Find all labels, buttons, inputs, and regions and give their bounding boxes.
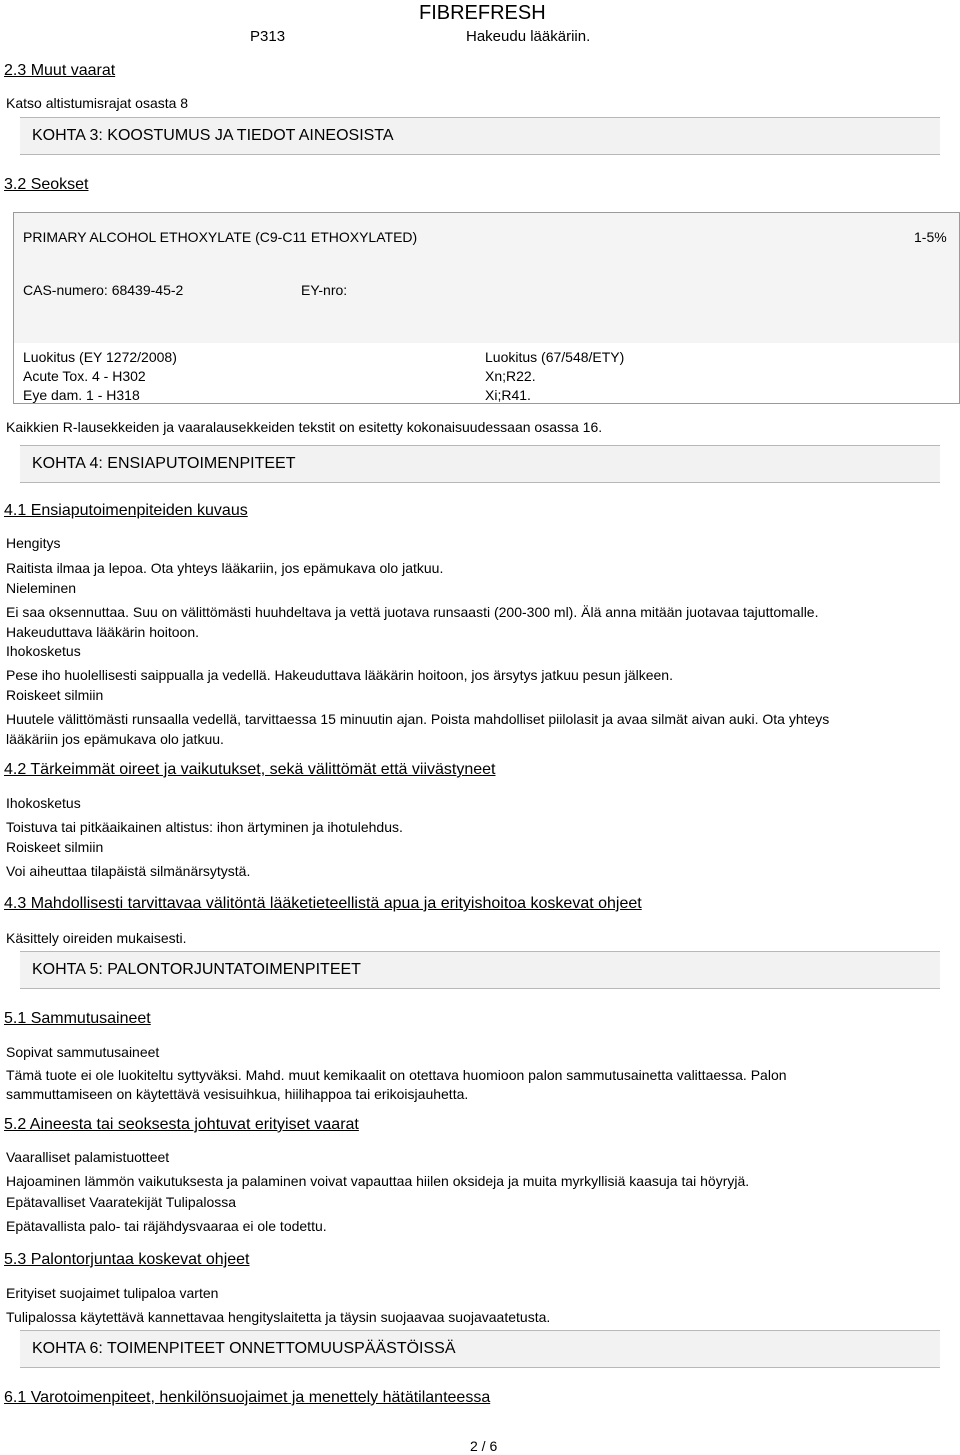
- dsd-classification-2: Xi;R41.: [485, 387, 531, 403]
- 4-2-ihokosketus-heading: Ihokosketus: [6, 795, 81, 811]
- section-2-3-text: Katso altistumisrajat osasta 8: [6, 95, 189, 111]
- substance-box: [13, 212, 960, 404]
- section-5-2-title: 5.2 Aineesta tai seoksesta johtuvat erityiset vaarat: [4, 1116, 359, 1133]
- 4-2-ihokosketus-text: Toistuva tai pitkäaikainen altistus: ihon ärtyminen ja ihotulehdus.: [6, 819, 403, 835]
- nieleminen-heading: Nieleminen: [6, 580, 77, 596]
- silmat-heading: Roiskeet silmiin: [6, 687, 104, 703]
- r-phrases-note: Kaikkien R-lausekkeiden ja vaaralausekkeiden tekstit on esitetty kokonaisuudessaan osassa 16.: [6, 419, 603, 435]
- section-4-1-title: 4.1 Ensiaputoimenpiteiden kuvaus: [4, 502, 248, 519]
- erityiset-heading: Erityiset suojaimet tulipaloa varten: [6, 1285, 219, 1301]
- 4-2-silmat-heading: Roiskeet silmiin: [6, 839, 104, 855]
- clp-classification-2: Eye dam. 1 - H318: [23, 387, 140, 403]
- section-3-header-label: KOHTA 3: KOOSTUMUS JA TIEDOT AINEOSISTA: [32, 127, 394, 144]
- precaution-text: Hakeudu lääkäriin.: [466, 28, 591, 45]
- section-4-3-title: 4.3 Mahdollisesti tarvittavaa välitöntä lääketieteellistä apua ja erityishoitoa koskevat ohjeet: [4, 895, 642, 912]
- precaution-code: P313: [250, 28, 286, 45]
- vaaralliset-heading: Vaaralliset palamistuotteet: [6, 1149, 170, 1165]
- section-6-header: [20, 1330, 940, 1368]
- product-title: FIBREFRESH: [419, 2, 546, 24]
- section-4-2-title: 4.2 Tärkeimmät oireet ja vaikutukset, sekä välittömät että viivästyneet: [4, 761, 496, 778]
- section-4-header-label: KOHTA 4: ENSIAPUTOIMENPITEET: [32, 455, 296, 472]
- section-5-header-label: KOHTA 5: PALONTORJUNTATOIMENPITEET: [32, 961, 361, 978]
- erityiset-text: Tulipalossa käytettävä kannettavaa hengityslaitetta ja täysin suojaavaa suojavaatetusta.: [6, 1309, 551, 1325]
- vaaralliset-text: Hajoaminen lämmön vaikutuksesta ja palaminen voivat vapauttaa hiilen oksideja ja muita myrkyllisiä kaasuja tai höyryjä.: [6, 1173, 750, 1189]
- section-3-header: [20, 117, 940, 155]
- substance-percent: 1-5%: [914, 229, 947, 245]
- section-3-2-title: 3.2 Seokset: [4, 176, 89, 193]
- ihokosketus-text: Pese iho huolellisesti saippualla ja vedellä. Hakeuduttava lääkärin hoitoon, jos ärsytys jatkuu pesun jälkeen.: [6, 667, 673, 683]
- 4-2-silmat-text: Voi aiheuttaa tilapäistä silmänärsytystä.: [6, 863, 251, 879]
- cas-number: CAS-numero: 68439-45-2: [23, 282, 184, 298]
- nieleminen-text-1: Ei saa oksennuttaa. Suu on välittömästi huuhdeltava ja vettä juotava runsaasti (200-300 ml). Älä anna mitään juotavaa tajuttomalle.: [6, 604, 819, 620]
- dsd-classification-title: Luokitus (67/548/ETY): [485, 349, 625, 365]
- section-2-3-title: 2.3 Muut vaarat: [4, 62, 116, 79]
- section-4-3-text: Käsittely oireiden mukaisesti.: [6, 930, 187, 946]
- silmat-text-1: Huutele välittömästi runsaalla vedellä, tarvittaessa 15 minuutin ajan. Poista mahdolliset piilolasit ja avaa silmät aivan auki. Ota yhteys: [6, 711, 830, 727]
- section-5-header: [20, 951, 940, 989]
- section-4-header: [20, 445, 940, 483]
- silmat-text-2: lääkäriin jos epämukava olo jatkuu.: [6, 731, 224, 747]
- ey-number: EY-nro:: [301, 282, 348, 298]
- dsd-classification-1: Xn;R22.: [485, 368, 536, 384]
- section-5-1-title: 5.1 Sammutusaineet: [4, 1010, 151, 1027]
- ihokosketus-heading: Ihokosketus: [6, 643, 81, 659]
- hengitys-text: Raitista ilmaa ja lepoa. Ota yhteys lääkariin, jos epämukava olo jatkuu.: [6, 560, 444, 576]
- section-5-3-title: 5.3 Palontorjuntaa koskevat ohjeet: [4, 1251, 250, 1268]
- epatavalliset-text: Epätavallista palo- tai räjähdysvaaraa ei ole todettu.: [6, 1218, 327, 1234]
- sopivat-text-1: Tämä tuote ei ole luokiteltu syttyväksi. Mahd. muut kemikaalit on otettava huomioon palon sammutusainetta valittaessa. Palon: [6, 1067, 787, 1083]
- section-6-header-label: KOHTA 6: TOIMENPITEET ONNETTOMUUSPÄÄSTÖISSÄ: [32, 1340, 456, 1357]
- clp-classification-1: Acute Tox. 4 - H302: [23, 368, 146, 384]
- epatavalliset-heading: Epätavalliset Vaaratekijät Tulipalossa: [6, 1194, 237, 1210]
- nieleminen-text-2: Hakeuduttava lääkärin hoitoon.: [6, 624, 200, 640]
- substance-name: PRIMARY ALCOHOL ETHOXYLATE (C9-C11 ETHOXYLATED): [23, 229, 418, 245]
- sopivat-text-2: sammuttamiseen on käytettävä vesisuihkua, hiilihappoa tai erikoisjauhetta.: [6, 1086, 469, 1102]
- sopivat-heading: Sopivat sammutusaineet: [6, 1044, 160, 1060]
- clp-classification-title: Luokitus (EY 1272/2008): [23, 349, 177, 365]
- hengitys-heading: Hengitys: [6, 535, 61, 551]
- page-number: 2 / 6: [470, 1438, 498, 1454]
- section-6-1-title: 6.1 Varotoimenpiteet, henkilönsuojaimet ja menettely hätätilanteessa: [4, 1389, 491, 1406]
